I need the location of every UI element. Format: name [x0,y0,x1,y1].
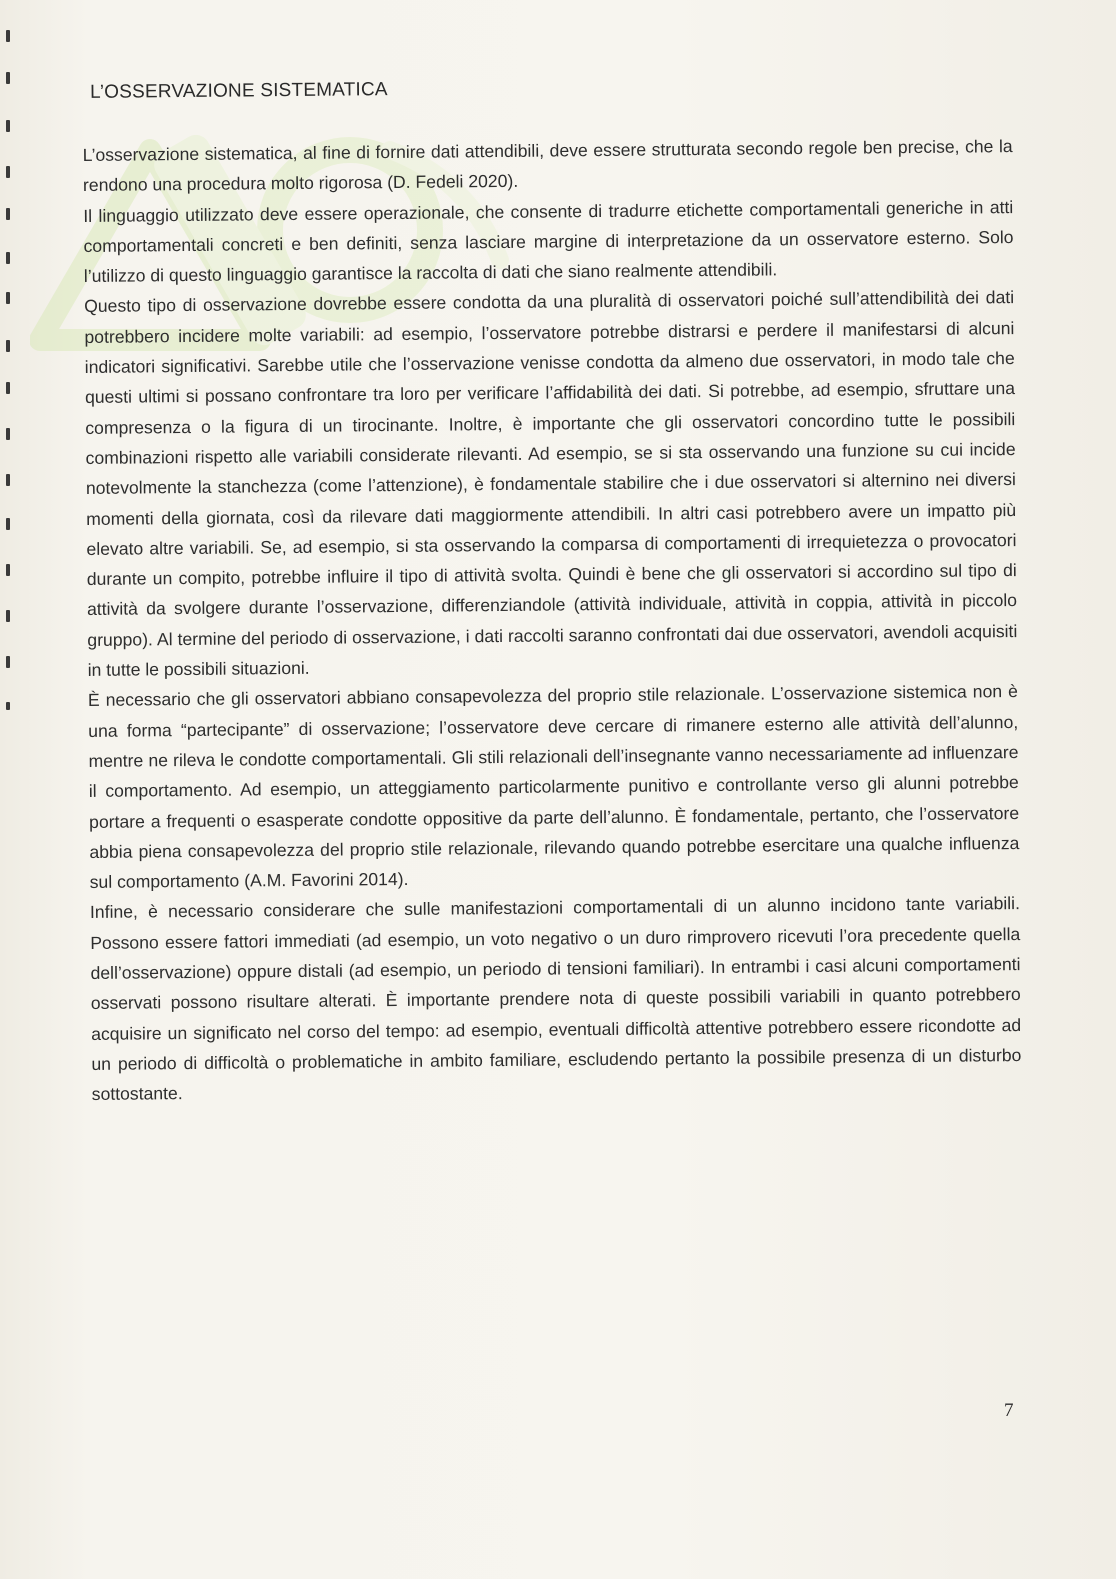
paragraph-3: Questo tipo di osservazione dovrebbe essere condotta da una pluralità di osservatori poiché sull’attendibilità dei dati potrebbero incidere molte variabili: ad esempio, l’osservatore potrebbe distrarsi e perdere il manifestarsi di alcuni indicatori significativi. Sarebbe utile che l’osservazione venisse condotta da almeno due osservatori, in modo tale che questi ultimi si possano confrontare tra loro per verificare l’affidabilità dei dati. Si potrebbe, ad esempio, sfruttare una compresenza o la figura di un tirocinante. Inoltre, è importante che gli osservatori concordino tutte le possibili combinazioni rispetto alle variabili considerate rilevanti. Ad esempio, se si sta osservando una funzione su cui incide notevolmente la stanchezza (come l’attenzione), è fondamentale stabilire che i due osservatori si alternino nei diversi momenti della giornata, così da rilevare dati maggiormente attendibili. In altri casi potrebbero avere un impatto più elevato altre variabili. Se, ad esempio, si sta osservando la comparsa di comportamenti di irrequietezza o provocatori durante un compito, potrebbe influire il tipo di attività svolta. Quindi è bene che gli osservatori si accordino sul tipo di attività da svolgere durante l’osservazione, differenziandole (attività individuale, attività in coppia, attività in piccolo gruppo). Al termine del periodo di osservazione, i dati raccolti saranno confrontati dai due osservatori, avendoli acquisiti in tutte le possibili situazioni. [84,287,1018,681]
paragraph-4: È necessario che gli osservatori abbiano consapevolezza del proprio stile relazionale. L’osservazione sistemica non è una forma “partecipante” di osservazione; l’osservatore deve cercare di rimanere esterno alle attività dell’alunno, mentre ne rileva le condotte comportamentali. Gli stili relazionali dell’insegnante vanno necessariamente ad influenzare il comportamento. Ad esempio, un atteggiamento particolarmente punitivo e controllante verso gli alunni potrebbe portare a frequenti o esasperate condotte oppositive da parte dell’alunno. È fondamentale, pertanto, che l’osservatore abbia piena consapevolezza del proprio stile relazionale, rilevando quando potrebbe esercitare una qualche influenza sul comportamento (A.M. Favorini 2014). [87,681,1020,893]
paragraph-2: Il linguaggio utilizzato deve essere operazionale, che consente di tradurre etichette comportamentali generiche in atti comportamentali concreti e ben definiti, senza lasciare margine di interpretazione da un osservatore esterno. Solo l’utilizzo di questo linguaggio garantisce la raccolta di dati che siano realmente attendibili. [83,196,1014,287]
binding-marks [6,30,14,730]
paragraph-5: Infine, è necessario considerare che sulle manifestazioni comportamentali di un alunno incidono tante variabili. Possono essere fattori immediati (ad esempio, un voto negativo o un duro rimprovero ricevuti l’ora precedente quella dell’osservazione) oppure distali (ad esempio, un periodo di tensioni familiari). In entrambi i casi alcuni comportamenti osservati possono risultare alterati. È importante prendere nota di queste possibili variabili in quanto potrebbero acquisire un significato nel corso del tempo: ad esempio, eventuali difficoltà attentive potrebbero essere ricondotte ad un periodo di difficoltà o problematiche in ambito familiare, escludendo pertanto la possibile presenza di un disturbo sottostante. [89,893,1022,1105]
page-number: 7 [1004,1400,1014,1421]
document-body [83,131,1022,1109]
document-content [82,73,1022,1109]
paragraph-1: L’osservazione sistematica, al fine di fornire dati attendibili, deve essere strutturata secondo regole ben precise, che la rendono una procedura molto rigorosa (D. Fedeli 2020). [82,136,1013,196]
document-title: L’OSSERVAZIONE SISTEMATICA [89,79,388,103]
